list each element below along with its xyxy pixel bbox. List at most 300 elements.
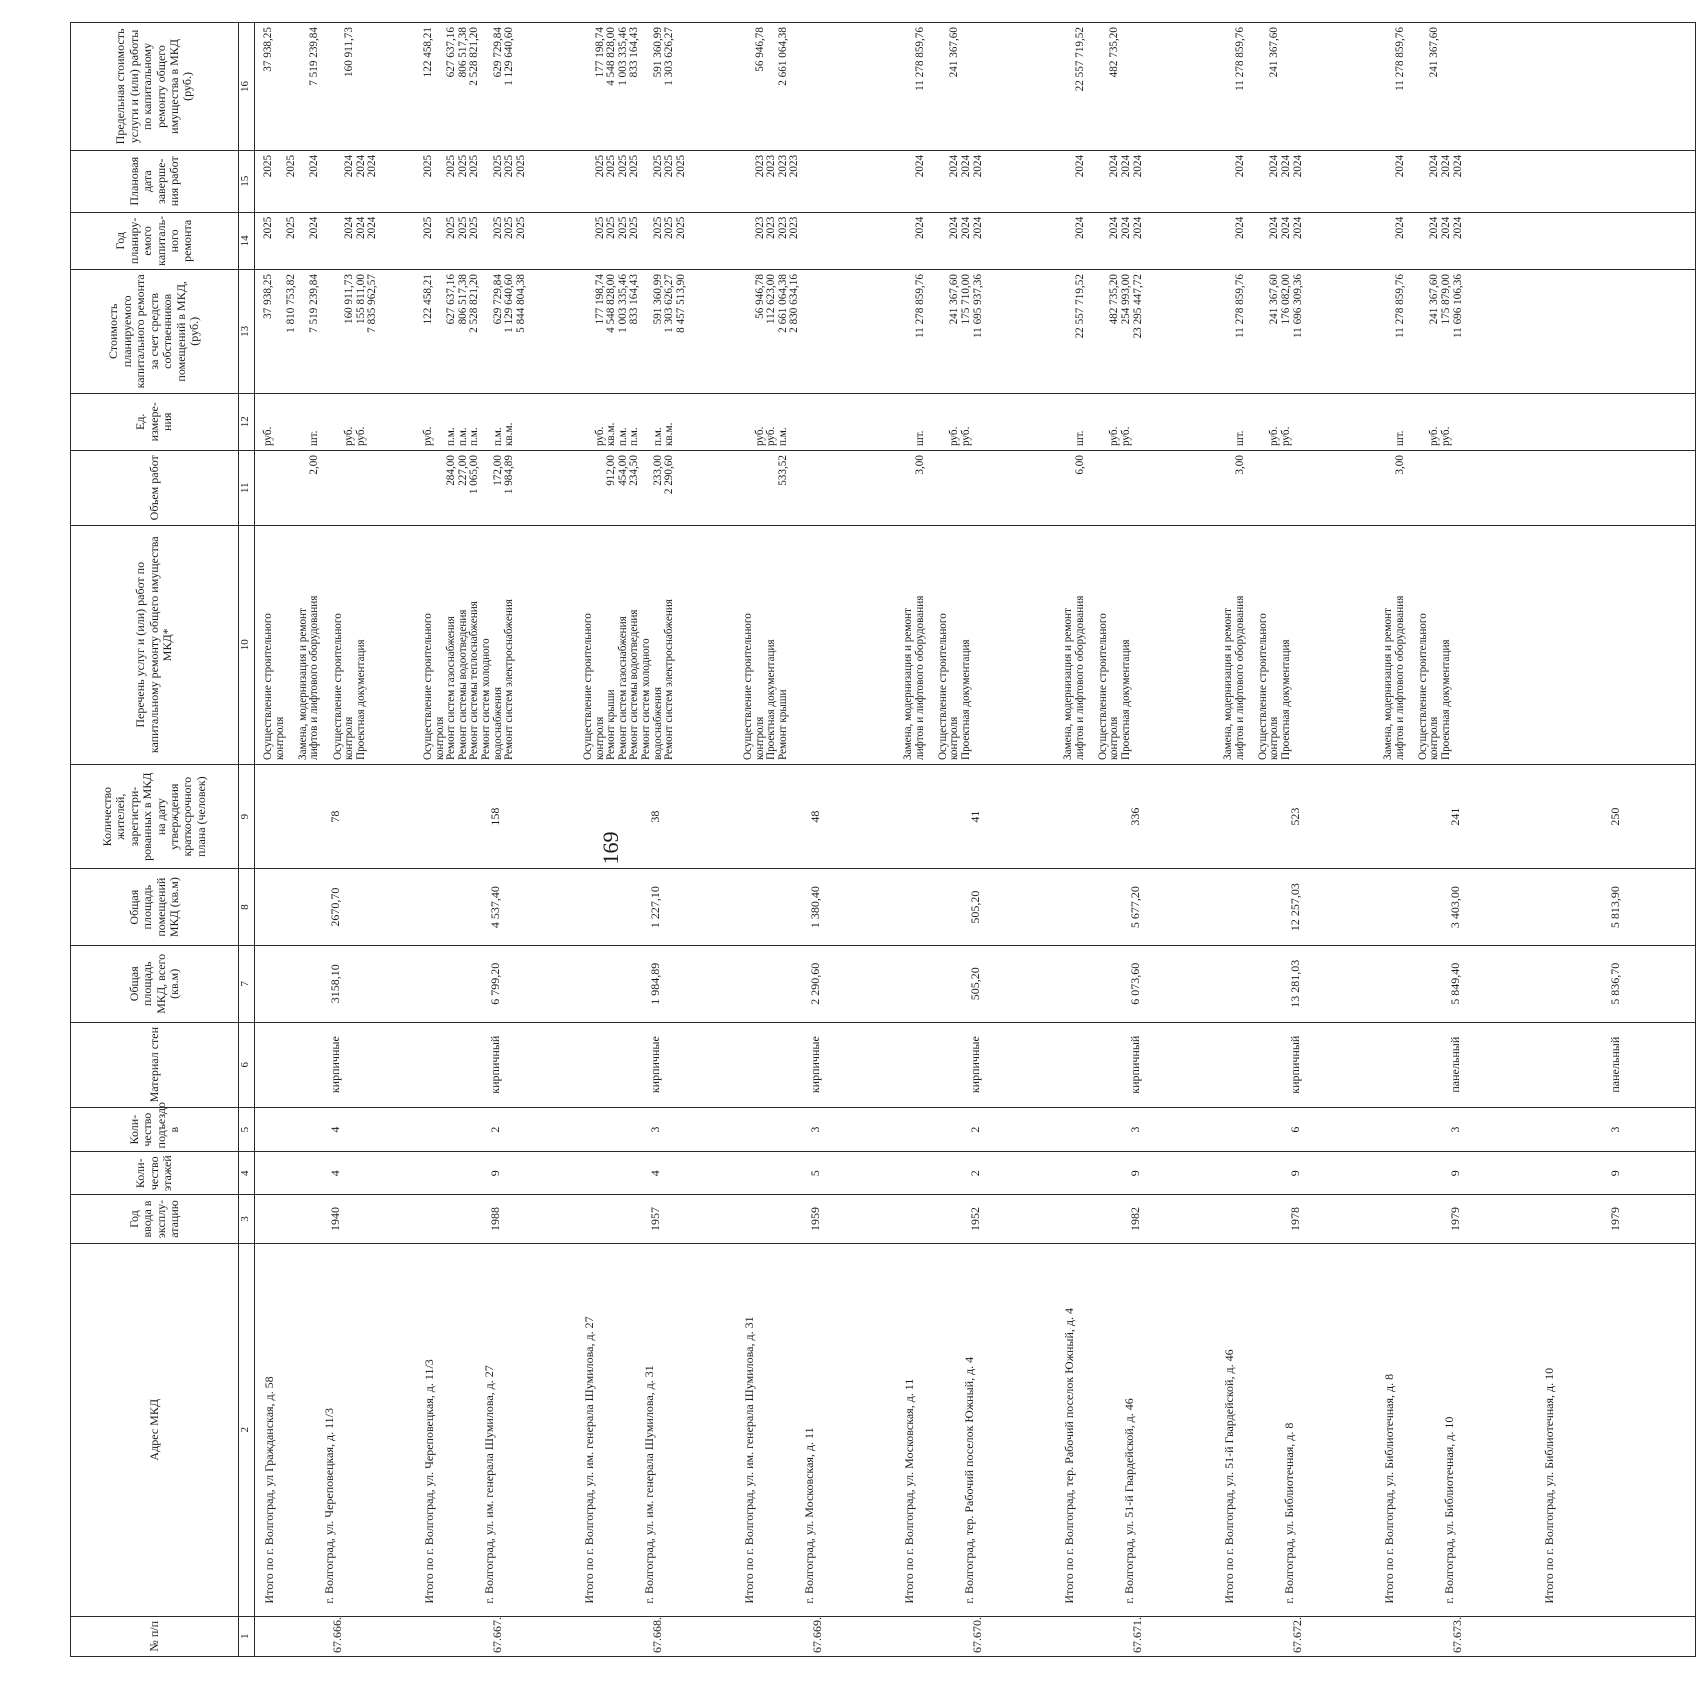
work-cost: [743, 270, 755, 392]
work-volume: [1418, 451, 1430, 525]
work-item: Ремонт крыши: [776, 689, 789, 761]
work-cost: [903, 270, 915, 392]
end-year: 2024: [1428, 154, 1441, 178]
limit-cost: 1 303 626,27: [663, 27, 676, 86]
floors-count: 5: [808, 1170, 822, 1177]
plan-year: 2025: [491, 216, 504, 239]
floors-count: 9: [488, 1170, 502, 1177]
limit-cost: [1293, 23, 1305, 150]
plan-year: 2023: [776, 216, 789, 239]
plan-year: 2024: [1119, 216, 1132, 239]
work-item: Осуществление строительного: [331, 613, 344, 761]
total-label: Итого по г. Волгоград, ул. Московская, д. 11: [902, 1378, 916, 1604]
work-unit: руб.: [343, 426, 356, 447]
work-volume: 1 065,00: [468, 455, 481, 495]
work-volume: 2,00: [308, 455, 321, 475]
plan-year: 2025: [445, 216, 458, 239]
work-item: Ремонт систем газоснабжения: [445, 616, 458, 761]
total-label: Итого по г. Волгоград, ул. Библиотечная, д. 8: [1382, 1373, 1396, 1604]
total-label: Итого по г. Волгоград, ул. им. генерала Шумилова, д. 27: [582, 1316, 596, 1604]
work-cost: 155 811,00: [354, 274, 367, 325]
limit-cost: 37 938,25: [262, 27, 274, 72]
work-cost: 11 278 859,76: [1393, 274, 1406, 338]
work-cost: 11 278 859,76: [1233, 274, 1246, 338]
total-label: Итого по г. Волгоград, ул. Библиотечная, д. 10: [1542, 1367, 1556, 1604]
end-year: 2025: [674, 154, 687, 178]
entrances-count: 2: [968, 1126, 982, 1133]
work-unit: [1086, 394, 1098, 450]
year-built: 1940: [328, 1207, 342, 1232]
wall-material: панельный: [1448, 1036, 1462, 1093]
work-volume: [516, 451, 528, 525]
plan-year: [1223, 213, 1235, 269]
work-item: контроля: [1108, 716, 1121, 761]
work-volume: 227,00: [456, 455, 469, 486]
floors-count: 4: [648, 1170, 662, 1177]
work-item: Проектная документация: [1119, 639, 1132, 761]
plan-year: 2024: [366, 216, 379, 239]
end-year: 2025: [285, 154, 298, 178]
work-cost: 175 710,00: [959, 274, 972, 325]
end-year: 2025: [262, 154, 274, 178]
limit-cost: [973, 23, 985, 150]
entrances-count: 3: [1608, 1126, 1622, 1133]
plan-year: 2024: [1073, 216, 1086, 239]
work-cost: 56 946,78: [753, 274, 766, 319]
column-number: 9: [239, 765, 255, 869]
work-volume: [1223, 451, 1235, 525]
limit-cost: [1246, 23, 1258, 150]
work-volume: [1383, 451, 1395, 525]
building-address: г. Волгоград, тер. Рабочий поселок Южный, д. 4: [962, 1356, 976, 1604]
col-volume-header: Объем работ: [71, 451, 239, 526]
limit-cost: [275, 23, 287, 150]
work-unit: [1453, 394, 1465, 450]
work-item: [789, 526, 801, 765]
work-cost: [1063, 270, 1075, 392]
plan-year: 2025: [422, 216, 434, 239]
end-year: 2023: [765, 154, 778, 178]
work-volume: 3,00: [1393, 455, 1406, 475]
limit-cost: [789, 23, 801, 150]
work-item: контроля: [753, 716, 766, 761]
column-number: 1: [239, 1616, 255, 1656]
limit-cost: [1223, 23, 1235, 150]
work-volume: [926, 451, 938, 525]
entrances-count: 2: [488, 1126, 502, 1133]
plan-year: 2025: [628, 216, 641, 239]
work-unit: [286, 394, 298, 450]
end-year: 2025: [468, 154, 481, 178]
limit-cost: 806 517,38: [456, 27, 469, 78]
limit-cost: [1086, 23, 1098, 150]
work-unit: п.м.: [616, 427, 629, 447]
table-row: [1375, 23, 1535, 1657]
column-number: 16: [239, 23, 255, 151]
building-address: г. Волгоград, ул. 51-й Гвардейской, д. 46: [1122, 1398, 1136, 1604]
plan-year: 2025: [456, 216, 469, 239]
work-unit: п.м.: [456, 427, 469, 447]
work-item: контроля: [343, 716, 356, 761]
end-year: 2024: [1131, 154, 1144, 178]
work-unit: кв.м.: [503, 422, 516, 447]
plan-year: 2025: [503, 216, 516, 239]
end-year: 2025: [491, 154, 504, 178]
work-cost: 7 835 962,57: [366, 274, 379, 333]
column-number: 12: [239, 393, 255, 450]
work-unit: [1063, 394, 1075, 450]
work-cost: 23 295 447,72: [1131, 274, 1144, 339]
end-year: [321, 151, 333, 212]
work-cost: 4 548 828,00: [605, 274, 618, 333]
wall-material: кирпичные: [328, 1036, 342, 1094]
work-volume: [423, 451, 435, 525]
work-cost: [1383, 270, 1395, 392]
work-volume: [1269, 451, 1281, 525]
area-rooms: 1 380,40: [808, 886, 822, 929]
end-year: [641, 151, 653, 212]
plan-year: [1406, 213, 1418, 269]
area-rooms: 1 227,10: [648, 886, 662, 929]
work-unit: [743, 394, 755, 450]
end-year: [1063, 151, 1075, 212]
work-volume: [1133, 451, 1145, 525]
row-number: 67.671.: [1130, 1617, 1144, 1653]
work-unit: руб.: [354, 426, 367, 447]
work-item: Осуществление строительного: [936, 613, 949, 761]
work-cost: 241 367,60: [1428, 274, 1441, 325]
work-volume: [949, 451, 961, 525]
work-unit: [481, 394, 493, 450]
end-year: 2025: [616, 154, 629, 178]
work-cost: [583, 270, 595, 392]
repair-plan-table: [70, 22, 1696, 1657]
col-area-rooms-header: Общая площадь помещений МКД (кв.м): [71, 869, 239, 946]
limit-cost: 11 278 859,76: [1233, 27, 1246, 91]
area-rooms: 2670,70: [328, 887, 342, 927]
work-unit: шт.: [1393, 430, 1406, 447]
plan-year: 2025: [514, 216, 527, 239]
building-address: г. Волгоград, ул. Библиотечная, д. 8: [1282, 1422, 1296, 1604]
work-cost: [321, 270, 333, 392]
floors-count: 4: [328, 1170, 342, 1177]
year-built: 1979: [1448, 1207, 1462, 1232]
work-cost: 254 993,00: [1119, 274, 1132, 325]
work-volume: [789, 451, 801, 525]
plan-year: 2025: [468, 216, 481, 239]
residents-count: 48: [808, 810, 822, 823]
total-label: Итого по г. Волгоград, ул. Череповецкая, д. 11/3: [422, 1359, 436, 1604]
col-cost-header: Стоимость планируемого капитального ремонта за счет средств собственников помещений в МКД, (руб.): [71, 270, 239, 393]
building-address: г. Волгоград, ул. Череповецкая, д. 11/3: [322, 1408, 336, 1604]
area-total: 6 799,20: [488, 962, 502, 1005]
limit-cost: [641, 23, 653, 150]
end-year: 2025: [593, 154, 606, 178]
end-year: 2024: [343, 154, 356, 178]
column-number: 13: [239, 270, 255, 393]
residents-count: 78: [328, 810, 342, 823]
work-item: лифтов и лифтового оборудования: [1233, 595, 1246, 761]
plan-year: 2024: [1393, 216, 1406, 239]
end-year: [1246, 151, 1258, 212]
work-cost: [1406, 270, 1418, 392]
work-volume: [755, 451, 767, 525]
area-rooms: 5 813,90: [1608, 886, 1622, 929]
work-unit: руб.: [1279, 426, 1292, 447]
work-unit: [321, 394, 333, 450]
work-volume: [321, 451, 333, 525]
column-number: 8: [239, 869, 255, 946]
work-unit: кв.м.: [605, 422, 618, 447]
work-cost: 5 844 804,38: [514, 274, 527, 333]
work-unit: руб.: [1108, 426, 1121, 447]
entrances-count: 3: [648, 1126, 662, 1133]
wall-material: кирпичный: [1288, 1035, 1302, 1094]
plan-year: [321, 213, 333, 269]
limit-cost: 629 729,84: [491, 27, 504, 78]
work-item: лифтов и лифтового оборудования: [308, 595, 321, 761]
end-year: 2023: [788, 154, 801, 178]
col-number-header: № п/п: [71, 1616, 239, 1656]
work-item: лифтов и лифтового оборудования: [1073, 595, 1086, 761]
work-cost: 112 623,00: [765, 274, 778, 325]
year-built: 1959: [808, 1207, 822, 1232]
work-unit: [516, 394, 528, 450]
end-year: 2024: [1279, 154, 1292, 178]
work-volume: 454,00: [616, 455, 629, 486]
work-unit: п.м.: [776, 427, 789, 447]
floors-count: 9: [1288, 1170, 1302, 1177]
work-cost: 122 458,21: [422, 274, 434, 325]
limit-cost: 1 003 335,46: [616, 27, 629, 86]
work-volume: [263, 451, 275, 525]
table-row: [1215, 23, 1375, 1657]
end-year: [1383, 151, 1395, 212]
work-cost: 2 661 064,38: [776, 274, 789, 333]
work-unit: [583, 394, 595, 450]
col-area-total-header: Общая площадь МКД, всего (кв.м): [71, 945, 239, 1022]
plan-year: [1086, 213, 1098, 269]
table-row: [895, 23, 1055, 1657]
limit-cost: 241 367,60: [1268, 27, 1281, 78]
work-cost: 1 810 753,82: [285, 274, 298, 333]
col-limit-cost-header: Предельная стоимость услуги и (или) работы по капитальному ремонту общего имущества в МКД (руб.): [71, 23, 239, 151]
plan-year: [903, 213, 915, 269]
residents-count: 38: [648, 810, 662, 823]
limit-cost: [1063, 23, 1075, 150]
residents-count: 41: [968, 810, 982, 823]
limit-cost: [743, 23, 755, 150]
work-item: Проектная документация: [1279, 639, 1292, 761]
limit-cost: [1441, 23, 1453, 150]
work-cost: 176 082,00: [1279, 274, 1292, 325]
plan-year: 2024: [971, 216, 984, 239]
plan-year: 2024: [1279, 216, 1292, 239]
work-item: контроля: [273, 716, 286, 761]
work-item: Осуществление строительного: [582, 613, 594, 761]
plan-year: 2025: [262, 216, 274, 239]
limit-cost: [286, 23, 298, 150]
row-number: 67.672.: [1290, 1617, 1304, 1653]
work-unit: [903, 394, 915, 450]
work-item: Проектная документация: [1439, 639, 1452, 761]
column-number: 3: [239, 1195, 255, 1244]
total-label: Итого по г. Волгоград, ул. 51-й Гвардейской, д. 46: [1222, 1349, 1236, 1604]
limit-cost: 482 735,20: [1108, 27, 1121, 78]
work-cost: 11 278 859,76: [913, 274, 926, 338]
plan-year: 2024: [1268, 216, 1281, 239]
end-year: 2024: [1439, 154, 1452, 178]
end-year: 2025: [456, 154, 469, 178]
plan-year: 2024: [1428, 216, 1441, 239]
wall-material: кирпичные: [648, 1036, 662, 1094]
work-unit: [1246, 394, 1258, 450]
work-unit: [926, 394, 938, 450]
total-label: Итого по г. Волгоград, ул Гражданская, д. 58: [262, 1376, 276, 1604]
work-volume: [1063, 451, 1075, 525]
work-cost: [481, 270, 493, 392]
table-row: [1055, 23, 1215, 1657]
work-item: Ремонт системы теплоснабжения: [468, 601, 481, 761]
table-row: [735, 23, 895, 1657]
plan-year: [641, 213, 653, 269]
end-year: 2025: [422, 154, 434, 178]
work-cost: 8 457 513,90: [674, 274, 687, 333]
plan-year: [1246, 213, 1258, 269]
plan-year: 2024: [1233, 216, 1246, 239]
col-address-header: Адрес МКД: [71, 1244, 239, 1617]
work-volume: [973, 451, 985, 525]
work-cost: 11 696 309,36: [1291, 274, 1304, 338]
work-unit: [1293, 394, 1305, 450]
end-year: 2024: [1393, 154, 1406, 178]
work-unit: руб.: [1119, 426, 1132, 447]
plan-year: 2023: [753, 216, 766, 239]
year-built: 1979: [1608, 1207, 1622, 1232]
entrances-count: 3: [1448, 1126, 1462, 1133]
column-number: 4: [239, 1152, 255, 1195]
work-unit: руб.: [959, 426, 972, 447]
plan-year: 2024: [1291, 216, 1304, 239]
residents-count: 158: [488, 807, 502, 826]
work-cost: 11 696 106,36: [1451, 274, 1464, 338]
work-item: контроля: [948, 716, 961, 761]
limit-cost: 2 661 064,38: [776, 27, 789, 86]
work-volume: [743, 451, 755, 525]
limit-cost: [1121, 23, 1133, 150]
limit-cost: [516, 23, 528, 150]
entrances-count: 3: [808, 1126, 822, 1133]
end-year: 2024: [1233, 154, 1246, 178]
area-rooms: 505,20: [968, 890, 982, 924]
work-unit: [973, 394, 985, 450]
work-item: контроля: [593, 716, 606, 761]
end-year: 2024: [354, 154, 367, 178]
work-cost: 1 003 335,46: [616, 274, 629, 333]
end-year: [1086, 151, 1098, 212]
plan-year: 2023: [788, 216, 801, 239]
work-volume: [676, 451, 688, 525]
work-volume: [1109, 451, 1121, 525]
end-year: 2025: [663, 154, 676, 178]
work-volume: 234,50: [628, 455, 641, 486]
work-cost: 2 830 634,16: [788, 274, 801, 333]
plan-year: [1383, 213, 1395, 269]
column-number: 14: [239, 212, 255, 269]
work-volume: 233,00: [651, 455, 664, 486]
end-year: 2023: [753, 154, 766, 178]
limit-cost: 1 129 640,60: [503, 27, 516, 86]
plan-year: 2025: [285, 216, 298, 239]
plan-year: 2025: [605, 216, 618, 239]
work-item: Замена, модернизация и ремонт: [1222, 608, 1234, 761]
table-row: [575, 23, 735, 1657]
work-item: Осуществление строительного: [1416, 613, 1429, 761]
work-unit: руб.: [948, 426, 961, 447]
area-total: 2 290,60: [808, 962, 822, 1005]
end-year: [481, 151, 493, 212]
work-cost: 160 911,73: [343, 274, 356, 325]
limit-cost: [356, 23, 368, 150]
limit-cost: 241 367,60: [1428, 27, 1441, 78]
plan-year: 2024: [1439, 216, 1452, 239]
plan-year: 2024: [1108, 216, 1121, 239]
work-unit: [367, 394, 379, 450]
wall-material: кирпичные: [968, 1036, 982, 1094]
residents-count: 250: [1608, 807, 1622, 826]
work-cost: [1246, 270, 1258, 392]
work-volume: 912,00: [605, 455, 618, 486]
year-built: 1978: [1288, 1207, 1302, 1232]
end-year: 2024: [1268, 154, 1281, 178]
work-item: Ремонт систем электроснабжения: [663, 599, 676, 761]
col-residents-header: Количество жителей, зарегистри-рованных в МКД на дату утверждения краткосрочного плана (человек): [71, 765, 239, 869]
work-item: Замена, модернизация и ремонт: [296, 608, 309, 761]
end-year: 2024: [1108, 154, 1121, 178]
col-year-header: Год ввода в эксплу-атацию: [71, 1195, 239, 1244]
work-item: [973, 526, 985, 765]
work-cost: 37 938,25: [262, 274, 274, 319]
work-cost: 241 367,60: [1268, 274, 1281, 325]
table-row: [255, 23, 416, 1657]
work-unit: [641, 394, 653, 450]
limit-cost: [367, 23, 379, 150]
work-unit: шт.: [308, 430, 321, 447]
work-volume: 1 984,89: [503, 455, 516, 495]
work-cost: 591 360,99: [651, 274, 664, 325]
work-volume: [1258, 451, 1270, 525]
work-item: Осуществление строительного: [1256, 613, 1269, 761]
entrances-count: 3: [1128, 1126, 1142, 1133]
work-cost: 1 303 626,27: [663, 274, 676, 333]
work-unit: п.м.: [651, 427, 664, 447]
end-year: [926, 151, 938, 212]
work-item: водоснабжения: [651, 686, 664, 761]
work-item: контроля: [433, 716, 446, 761]
entrances-count: 4: [328, 1126, 342, 1133]
year-built: 1988: [488, 1207, 502, 1232]
floors-count: 9: [1448, 1170, 1462, 1177]
work-volume: [938, 451, 950, 525]
work-volume: [1281, 451, 1293, 525]
col-floors-header: Коли-чество этажей: [71, 1152, 239, 1195]
area-total: 505,20: [968, 967, 982, 1001]
work-volume: 172,00: [491, 455, 504, 486]
wall-material: кирпичные: [808, 1036, 822, 1094]
limit-cost: [1133, 23, 1145, 150]
plan-year: [481, 213, 493, 269]
work-volume: 533,52: [776, 455, 789, 486]
